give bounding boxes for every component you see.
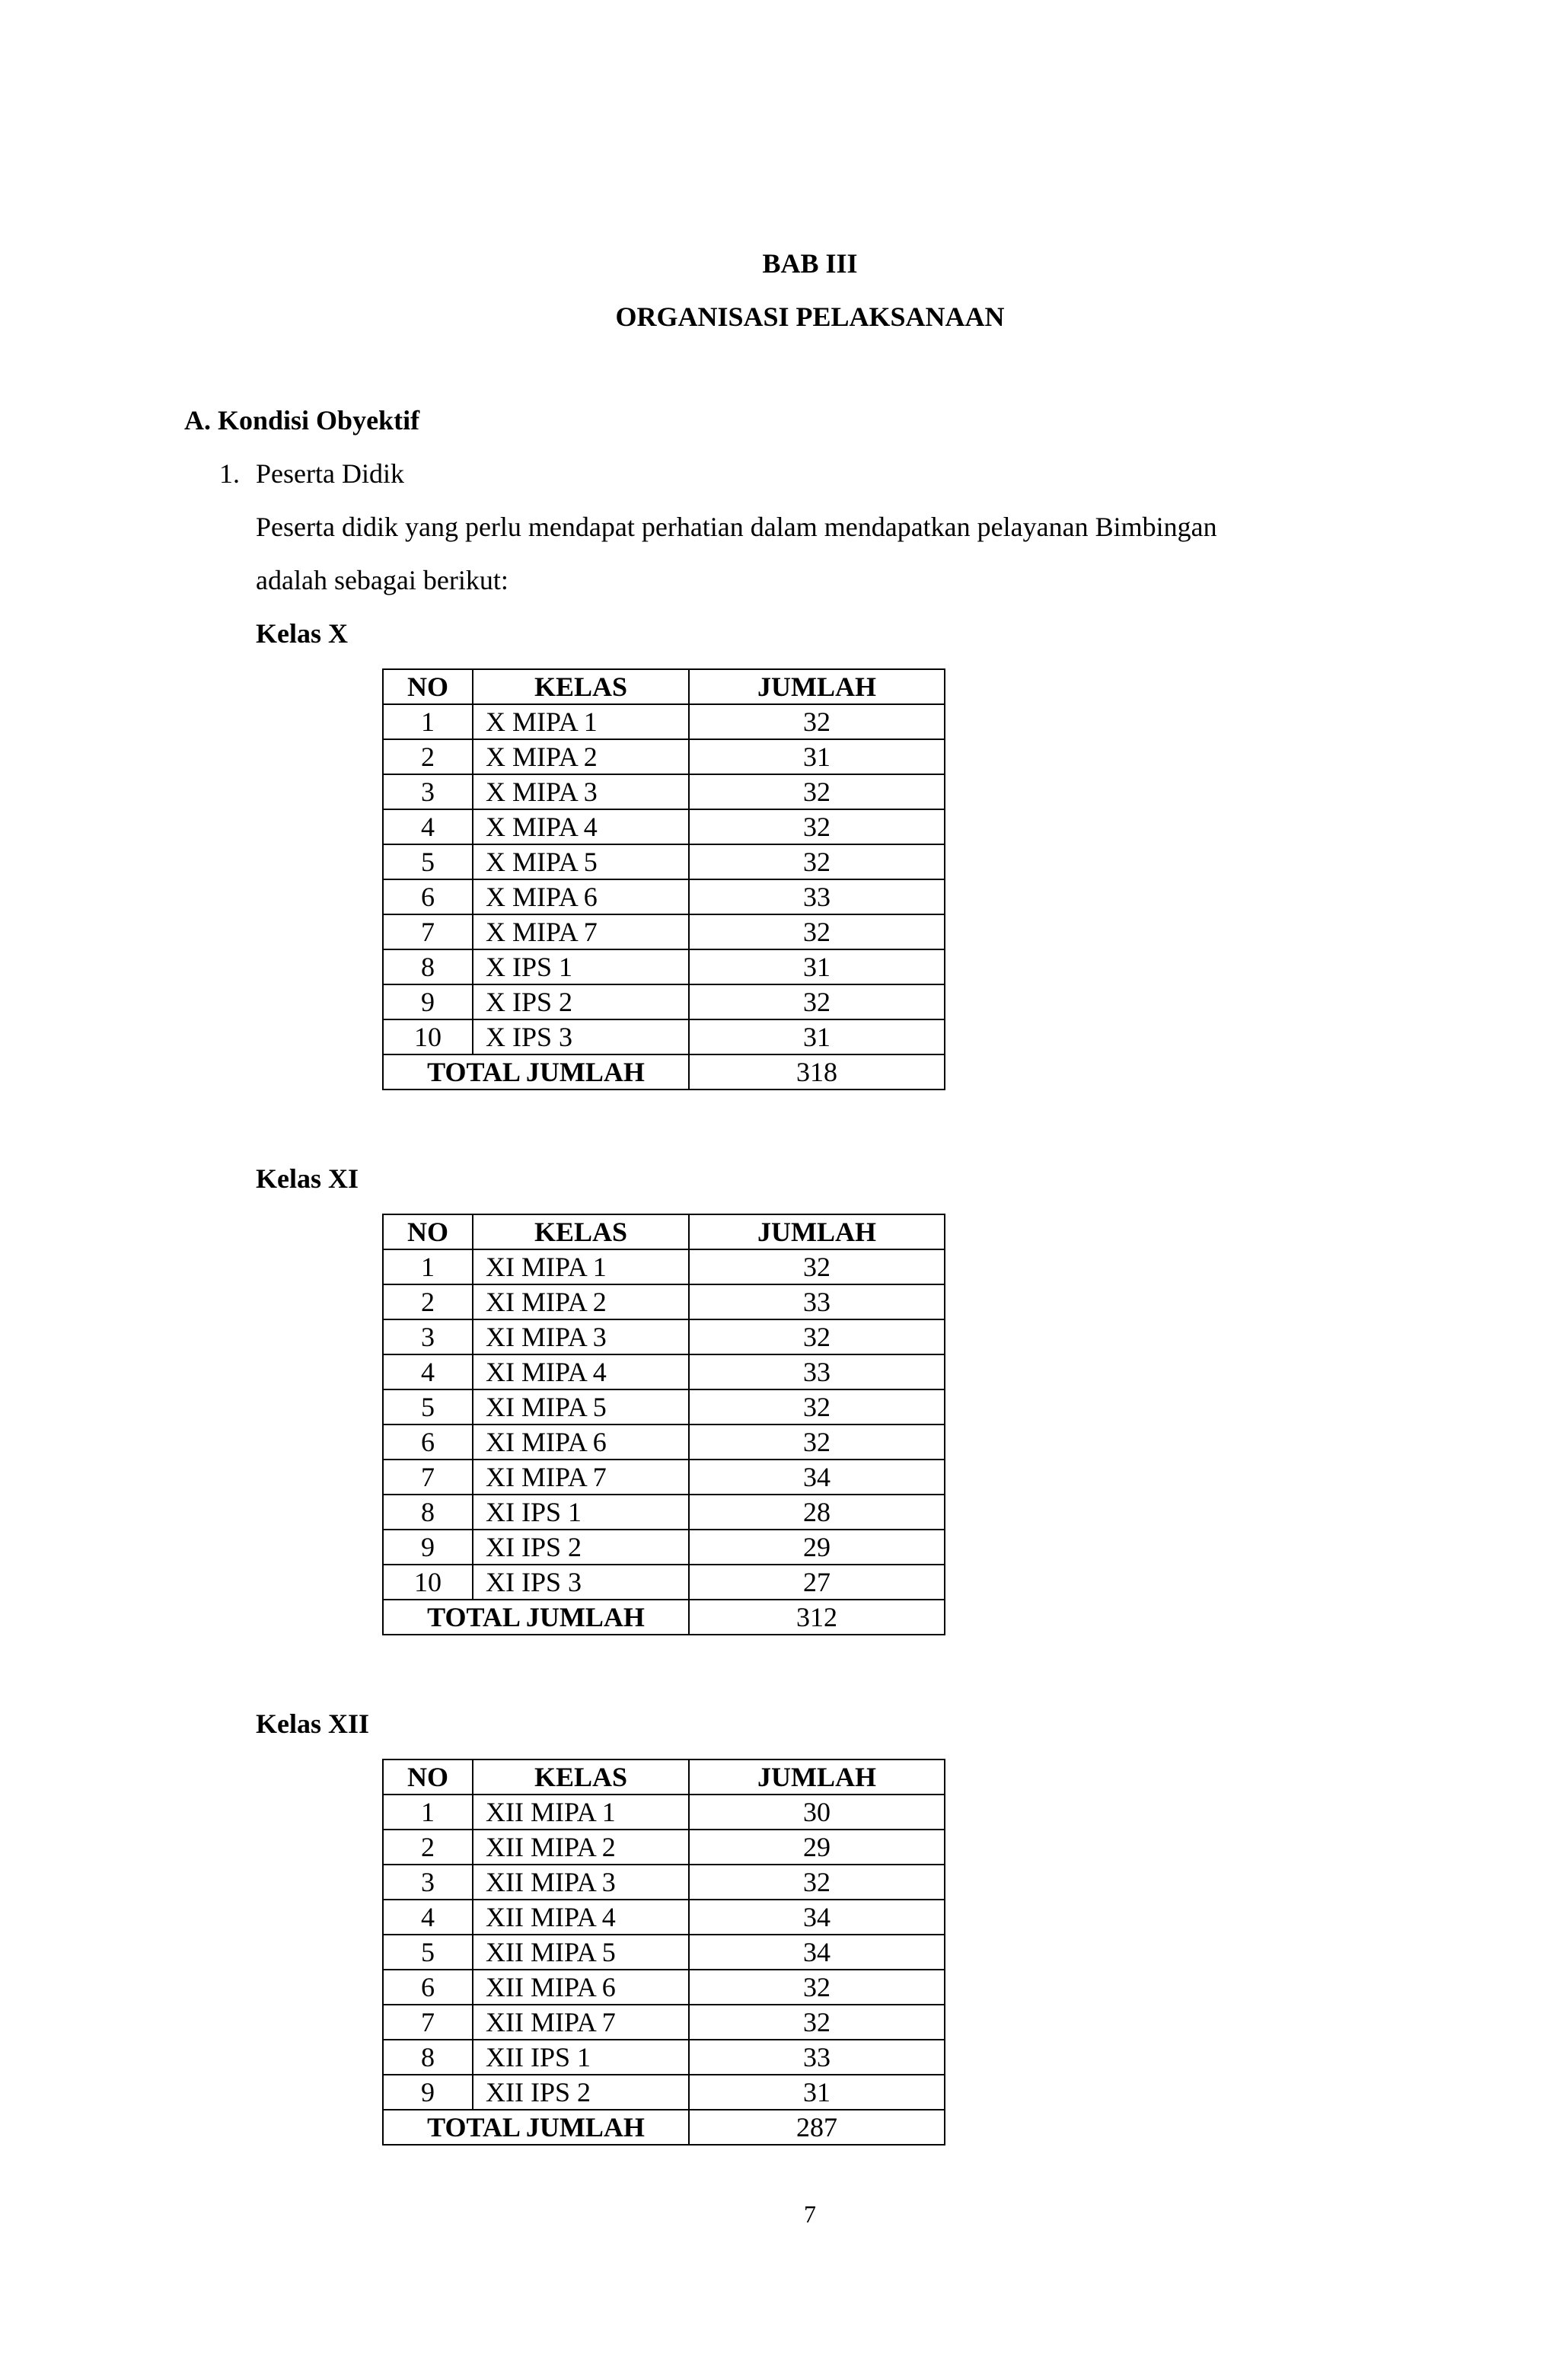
column-header-no: NO <box>383 1214 473 1249</box>
column-header-kelas: KELAS <box>473 1759 689 1795</box>
cell-kelas: XII MIPA 7 <box>473 2005 689 2040</box>
cell-no: 1 <box>383 1249 473 1284</box>
cell-jumlah: 34 <box>689 1900 945 1935</box>
cell-kelas: XI IPS 3 <box>473 1565 689 1600</box>
cell-kelas: XII MIPA 5 <box>473 1935 689 1970</box>
cell-kelas: X MIPA 3 <box>473 774 689 809</box>
cell-jumlah: 32 <box>689 2005 945 2040</box>
cell-kelas: X MIPA 1 <box>473 704 689 739</box>
table-row <box>383 879 945 914</box>
list-item-title: Peserta Didik <box>256 458 404 489</box>
cell-kelas: XI IPS 1 <box>473 1495 689 1530</box>
table-total-row <box>383 1054 945 1090</box>
cell-jumlah: 32 <box>689 1249 945 1284</box>
table-row <box>383 1495 945 1530</box>
cell-jumlah: 29 <box>689 1830 945 1865</box>
cell-no: 2 <box>383 1830 473 1865</box>
cell-no: 10 <box>383 1019 473 1054</box>
cell-jumlah: 32 <box>689 1319 945 1354</box>
cell-jumlah: 32 <box>689 704 945 739</box>
cell-no: 3 <box>383 1319 473 1354</box>
table-row <box>383 1900 945 1935</box>
column-header-jumlah: JUMLAH <box>689 669 945 704</box>
cell-no: 9 <box>383 1530 473 1565</box>
table-row <box>383 1249 945 1284</box>
column-header-no: NO <box>383 1759 473 1795</box>
section-title: A. Kondisi Obyektif <box>184 405 420 435</box>
column-header-no: NO <box>383 669 473 704</box>
table-total-row <box>383 1600 945 1635</box>
total-label: TOTAL JUMLAH <box>383 1600 689 1635</box>
table-kelas-xii <box>382 1759 945 2146</box>
cell-kelas: XI MIPA 6 <box>473 1424 689 1460</box>
table-header-row <box>383 1759 945 1795</box>
column-header-jumlah: JUMLAH <box>689 1214 945 1249</box>
cell-no: 7 <box>383 2005 473 2040</box>
table-row <box>383 1830 945 1865</box>
table-row <box>383 1019 945 1054</box>
column-header-jumlah: JUMLAH <box>689 1759 945 1795</box>
table-row <box>383 704 945 739</box>
chapter-heading: BAB III <box>762 248 858 279</box>
cell-jumlah: 28 <box>689 1495 945 1530</box>
cell-no: 5 <box>383 1389 473 1424</box>
table-row <box>383 739 945 774</box>
table-label-kelas-xii: Kelas XII <box>256 1708 370 1739</box>
cell-no: 8 <box>383 1495 473 1530</box>
table-row <box>383 1795 945 1830</box>
table-header-row <box>383 669 945 704</box>
cell-kelas: XII IPS 2 <box>473 2075 689 2110</box>
cell-no: 10 <box>383 1565 473 1600</box>
table-kelas-x <box>382 668 945 1090</box>
cell-no: 2 <box>383 739 473 774</box>
table-row <box>383 1565 945 1600</box>
cell-jumlah: 32 <box>689 984 945 1019</box>
table-row <box>383 984 945 1019</box>
cell-kelas: XII MIPA 4 <box>473 1900 689 1935</box>
table-row <box>383 844 945 879</box>
table-header-row <box>383 1214 945 1249</box>
cell-jumlah: 31 <box>689 949 945 984</box>
table-label-kelas-xi: Kelas XI <box>256 1163 359 1194</box>
cell-jumlah: 30 <box>689 1795 945 1830</box>
cell-no: 9 <box>383 2075 473 2110</box>
cell-kelas: X MIPA 2 <box>473 739 689 774</box>
table-row <box>383 1460 945 1495</box>
cell-jumlah: 33 <box>689 879 945 914</box>
cell-no: 6 <box>383 1424 473 1460</box>
list-item-heading <box>219 457 404 490</box>
table-kelas-xi <box>382 1214 945 1635</box>
cell-jumlah: 32 <box>689 774 945 809</box>
table-row <box>383 1970 945 2005</box>
cell-kelas: XII MIPA 3 <box>473 1865 689 1900</box>
total-label: TOTAL JUMLAH <box>383 1054 689 1090</box>
cell-jumlah: 33 <box>689 2040 945 2075</box>
cell-jumlah: 34 <box>689 1460 945 1495</box>
table-row <box>383 2040 945 2075</box>
cell-kelas: XI MIPA 4 <box>473 1354 689 1389</box>
column-header-kelas: KELAS <box>473 1214 689 1249</box>
table-row <box>383 1284 945 1319</box>
table-row <box>383 914 945 949</box>
cell-kelas: XII IPS 1 <box>473 2040 689 2075</box>
cell-no: 1 <box>383 1795 473 1830</box>
cell-no: 1 <box>383 704 473 739</box>
table-row <box>383 949 945 984</box>
chapter-title: ORGANISASI PELAKSANAAN <box>615 301 1005 332</box>
cell-jumlah: 31 <box>689 739 945 774</box>
table-row <box>383 1530 945 1565</box>
cell-no: 8 <box>383 2040 473 2075</box>
cell-jumlah: 32 <box>689 844 945 879</box>
cell-kelas: XI MIPA 1 <box>473 1249 689 1284</box>
cell-no: 3 <box>383 1865 473 1900</box>
table-row <box>383 1865 945 1900</box>
cell-no: 6 <box>383 1970 473 2005</box>
table-row <box>383 2075 945 2110</box>
cell-kelas: XI IPS 2 <box>473 1530 689 1565</box>
cell-no: 5 <box>383 1935 473 1970</box>
table-row <box>383 809 945 844</box>
cell-no: 7 <box>383 1460 473 1495</box>
table-row <box>383 1354 945 1389</box>
table-row <box>383 1424 945 1460</box>
cell-no: 4 <box>383 1354 473 1389</box>
paragraph-line: adalah sebagai berikut: <box>256 565 509 595</box>
cell-kelas: X MIPA 6 <box>473 879 689 914</box>
cell-no: 7 <box>383 914 473 949</box>
cell-kelas: XII MIPA 6 <box>473 1970 689 2005</box>
cell-jumlah: 32 <box>689 914 945 949</box>
cell-jumlah: 31 <box>689 2075 945 2110</box>
cell-kelas: XI MIPA 5 <box>473 1389 689 1424</box>
cell-jumlah: 32 <box>689 1970 945 2005</box>
table-total-row <box>383 2110 945 2145</box>
cell-kelas: XI MIPA 3 <box>473 1319 689 1354</box>
cell-jumlah: 32 <box>689 809 945 844</box>
table-label-kelas-x: Kelas X <box>256 618 348 649</box>
cell-no: 4 <box>383 809 473 844</box>
cell-jumlah: 31 <box>689 1019 945 1054</box>
total-label: TOTAL JUMLAH <box>383 2110 689 2145</box>
total-value: 312 <box>689 1600 945 1635</box>
table-row <box>383 1935 945 1970</box>
cell-kelas: X IPS 3 <box>473 1019 689 1054</box>
cell-kelas: X MIPA 4 <box>473 809 689 844</box>
cell-no: 6 <box>383 879 473 914</box>
cell-no: 8 <box>383 949 473 984</box>
cell-kelas: X IPS 1 <box>473 949 689 984</box>
table-row <box>383 1389 945 1424</box>
cell-kelas: XI MIPA 7 <box>473 1460 689 1495</box>
table-row <box>383 774 945 809</box>
cell-no: 2 <box>383 1284 473 1319</box>
cell-jumlah: 34 <box>689 1935 945 1970</box>
cell-jumlah: 27 <box>689 1565 945 1600</box>
cell-jumlah: 29 <box>689 1530 945 1565</box>
cell-jumlah: 33 <box>689 1284 945 1319</box>
cell-kelas: X MIPA 7 <box>473 914 689 949</box>
list-item-number: 1. <box>219 458 240 489</box>
cell-no: 3 <box>383 774 473 809</box>
cell-kelas: XII MIPA 1 <box>473 1795 689 1830</box>
total-value: 318 <box>689 1054 945 1090</box>
cell-no: 5 <box>383 844 473 879</box>
cell-kelas: XII MIPA 2 <box>473 1830 689 1865</box>
cell-jumlah: 32 <box>689 1389 945 1424</box>
cell-jumlah: 32 <box>689 1424 945 1460</box>
cell-no: 4 <box>383 1900 473 1935</box>
page-number: 7 <box>804 2200 816 2228</box>
cell-kelas: XI MIPA 2 <box>473 1284 689 1319</box>
cell-kelas: X MIPA 5 <box>473 844 689 879</box>
cell-jumlah: 32 <box>689 1865 945 1900</box>
table-row <box>383 1319 945 1354</box>
cell-jumlah: 33 <box>689 1354 945 1389</box>
cell-kelas: X IPS 2 <box>473 984 689 1019</box>
table-row <box>383 2005 945 2040</box>
column-header-kelas: KELAS <box>473 669 689 704</box>
cell-no: 9 <box>383 984 473 1019</box>
paragraph-line: Peserta didik yang perlu mendapat perhatian dalam mendapatkan pelayanan Bimbingan <box>256 512 1217 542</box>
total-value: 287 <box>689 2110 945 2145</box>
